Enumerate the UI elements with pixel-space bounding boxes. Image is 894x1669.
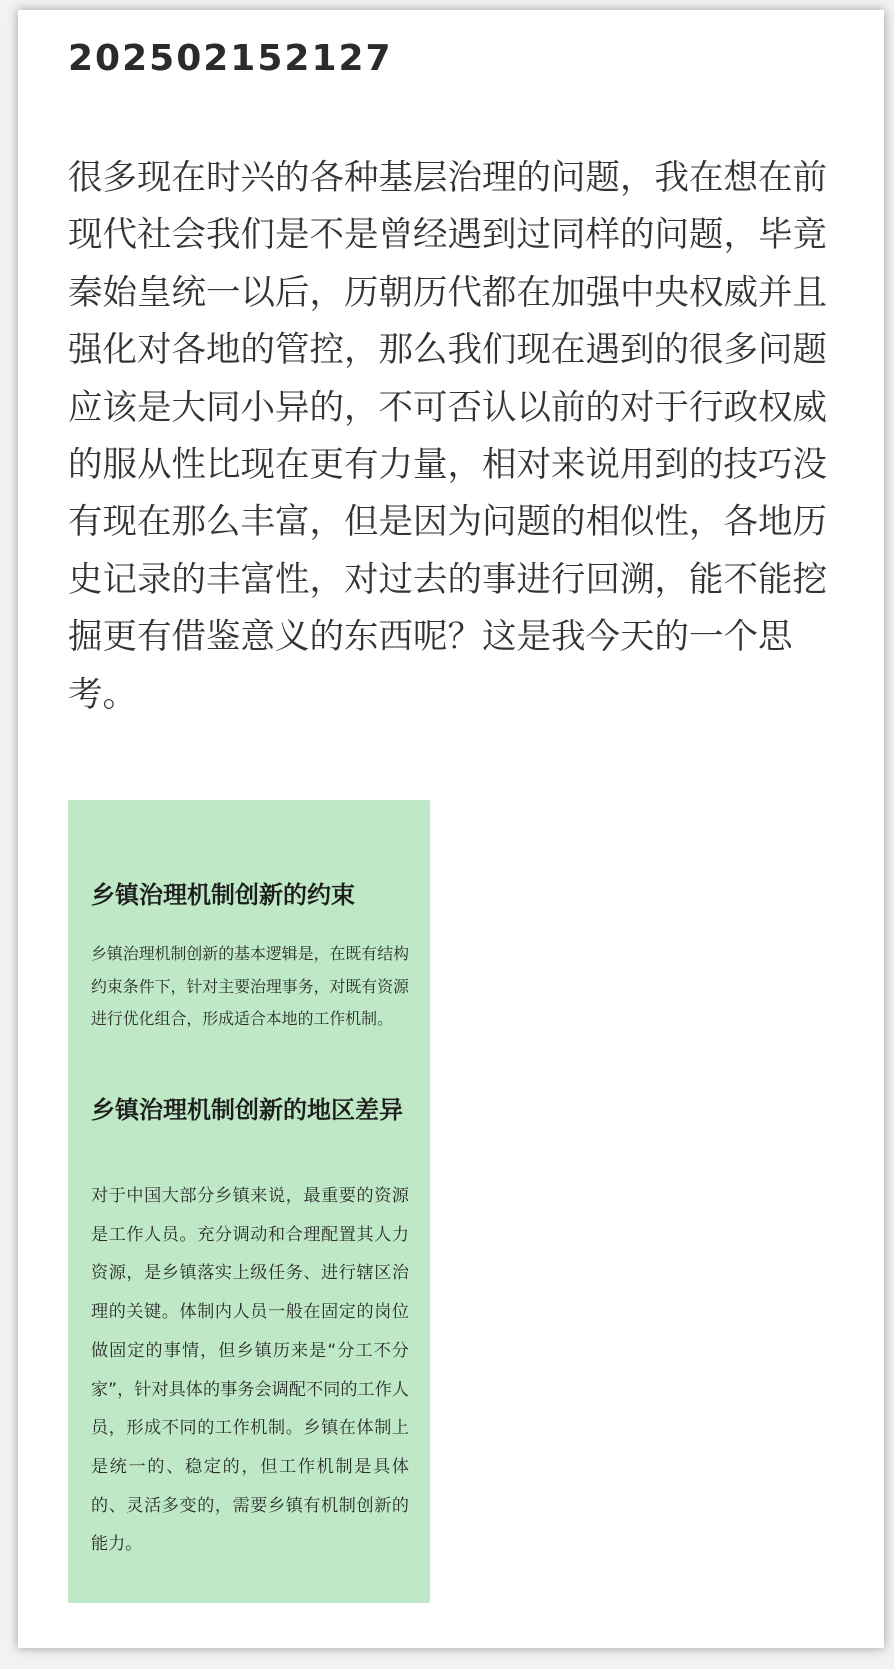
post-title: 202502152127 (68, 38, 393, 79)
image-paragraph-personnel: 对于中国大部分乡镇来说，最重要的资源是工作人员。充分调动和合理配置其人力资源，是乡镇落实上级任务、进行辖区治理的关键。体制内人员一般在固定的岗位做固定的事情，但乡镇历来是“分工不分家”，针对具体的事务会调配不同的工作人员，形成不同的工作机制。乡镇在体制上是统一的、稳定的，但工作机制是具体的、灵活多变的，需要乡镇有机制创新的能力。 (91, 1186, 409, 1555)
image-paragraph-logic: 乡镇治理机制创新的基本逻辑是，在既有结构约束条件下，针对主要治理事务，对既有资源进行优化组合，形成适合本地的工作机制。 (91, 944, 409, 1028)
note-card (18, 10, 884, 1648)
post-body-text: 很多现在时兴的各种基层治理的问题，我在想在前现代社会我们是不是曾经遇到过同样的问题，毕竟秦始皇统一以后，历朝历代都在加强中央权威并且强化对各地的管控，那么我们现在遇到的很多问题应该是大同小异的，不可否认以前的对于行政权威的服从性比现在更有力量，相对来说用到的技巧没有现在那么丰富，但是因为问题的相似性，各地历史记录的丰富性，对过去的事进行回溯，能不能挖掘更有借鉴意义的东西呢？这是我今天的一个思考。 (68, 158, 827, 715)
image-heading-constraints: 乡镇治理机制创新的约束 (91, 880, 355, 909)
attached-image[interactable] (68, 800, 430, 1603)
image-heading-regional-differences: 乡镇治理机制创新的地区差异 (91, 1095, 403, 1124)
